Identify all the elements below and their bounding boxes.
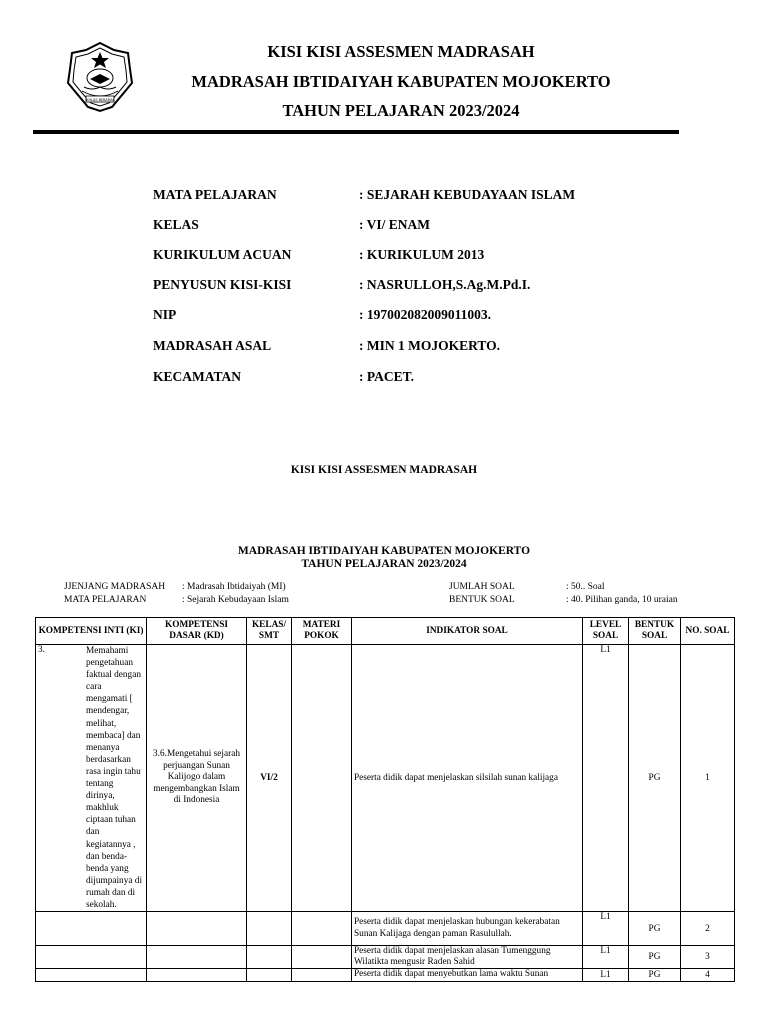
cell-kd <box>147 969 247 981</box>
cell-bentuk: PG <box>629 969 681 981</box>
table-row <box>36 969 735 981</box>
cell-level: L1 <box>583 912 629 946</box>
table-row <box>36 645 735 912</box>
ki-text: Memahami pengetahuan faktual dengan cara mengamati [ mendengar, melihat, membaca] dan menanya berdasarkan rasa ingin tahu tentang dirinya, makhluk ciptaan tuhan dan kegiatannya , dan benda-benda yang dijumpainya di rumah dan di sekolah. <box>86 646 143 910</box>
cell-bentuk: PG <box>629 645 681 912</box>
cell-kd <box>147 912 247 946</box>
cell-level: L1 <box>583 946 629 969</box>
col-header-bentuk: BENTUK SOAL <box>629 618 681 645</box>
cell-indikator: Peserta didik dapat menjelaskan alasan Tumenggung Wilatikta mengusir Raden Sahid <box>352 946 583 969</box>
cell-materi <box>292 946 352 969</box>
cell-materi <box>292 912 352 946</box>
section-title: KISI KISI ASSESMEN MADRASAH <box>290 464 478 476</box>
meta-bentuk-value: : 40. Pilihan ganda, 10 uraian <box>566 595 678 605</box>
svg-text:IKHLAS BERAMAL: IKHLAS BERAMAL <box>85 98 115 102</box>
cell-materi <box>292 645 352 912</box>
meta-jenjang-label: JJENJANG MADRASAH <box>64 582 166 592</box>
cell-indikator: Peserta didik dapat menjelaskan silsilah sunan kalijaga <box>352 645 583 912</box>
info-value: : MIN 1 MOJOKERTO. <box>359 338 501 353</box>
meta-mapel-value: : Sejarah Kebudayaan Islam <box>182 595 289 605</box>
col-header-materi: MATERI POKOK <box>292 618 352 645</box>
info-label: PENYUSUN KISI-KISI <box>153 277 292 292</box>
cell-bentuk: PG <box>629 912 681 946</box>
meta-jumlah-label: JUMLAH SOAL <box>449 582 515 592</box>
cell-kelas <box>247 912 292 946</box>
cell-kd <box>147 946 247 969</box>
header-title-line-2: MADRASAH IBTIDAIYAH KABUPATEN MOJOKERTO <box>191 72 611 91</box>
table-row <box>36 912 735 946</box>
cell-level: L1 <box>583 969 629 981</box>
info-value: : 197002082009011003. <box>359 307 492 322</box>
cell-ki <box>36 946 147 969</box>
info-label: KECAMATAN <box>153 369 241 384</box>
col-header-ki: KOMPETENSI INTI (KI) <box>36 618 147 645</box>
info-label: MADRASAH ASAL <box>153 338 272 353</box>
col-header-kelas: KELAS/ SMT <box>247 618 292 645</box>
col-header-kd: KOMPETENSI DASAR (KD) <box>147 618 247 645</box>
info-value: : VI/ ENAM <box>359 217 431 232</box>
cell-level: L1 <box>583 645 629 912</box>
col-header-no: NO. SOAL <box>681 618 735 645</box>
cell-materi <box>292 969 352 981</box>
table-header-row <box>36 618 735 645</box>
info-value: : PACET. <box>359 369 414 384</box>
info-value: : SEJARAH KEBUDAYAAN ISLAM <box>359 187 576 202</box>
info-label: KURIKULUM ACUAN <box>153 247 292 262</box>
header-divider <box>33 130 679 134</box>
info-value: : NASRULLOH,S.Ag.M.Pd.I. <box>359 277 531 292</box>
info-label: MATA PELAJARAN <box>153 187 277 202</box>
table-header-line-1: MADRASAH IBTIDAIYAH KABUPATEN MOJOKERTO <box>237 545 531 557</box>
header-title-line-1: KISI KISI ASSESMEN MADRASAH <box>267 42 535 61</box>
info-label: NIP <box>153 307 177 322</box>
kisi-table <box>35 617 735 982</box>
cell-no: 4 <box>681 969 735 981</box>
meta-jumlah-value: : 50.. Soal <box>566 582 605 592</box>
meta-mapel-label: MATA PELAJARAN <box>64 595 147 605</box>
meta-jenjang-value: : Madrasah Ibtidaiyah (MI) <box>182 582 286 592</box>
cell-ki <box>36 645 147 912</box>
table-row <box>36 946 735 969</box>
kd-text: 3.6.Mengetahui sejarah perjuangan Sunan Kalijogo dalam mengembangkan Islam di Indonesia <box>153 749 240 806</box>
cell-no: 1 <box>681 645 735 912</box>
cell-ki <box>36 912 147 946</box>
cell-bentuk: PG <box>629 946 681 969</box>
header-title-line-3: TAHUN PELAJARAN 2023/2024 <box>282 101 520 120</box>
cell-no: 3 <box>681 946 735 969</box>
ki-number: 3. <box>38 645 45 655</box>
meta-bentuk-label: BENTUK SOAL <box>449 595 515 605</box>
cell-indikator: Peserta didik dapat menjelaskan hubungan kekerabatan Sunan Kalijaga dengan paman Rasulullah. <box>352 912 583 946</box>
table-header-line-2: TAHUN PELAJARAN 2023/2024 <box>301 558 467 570</box>
cell-kelas <box>247 969 292 981</box>
cell-ki <box>36 969 147 981</box>
cell-indikator: Peserta didik dapat menyebutkan lama waktu Sunan <box>352 969 583 981</box>
info-label: KELAS <box>153 217 199 232</box>
info-value: : KURIKULUM 2013 <box>359 247 485 262</box>
cell-no: 2 <box>681 912 735 946</box>
cell-kelas: VI/2 <box>247 645 292 912</box>
cell-kd <box>147 645 247 912</box>
col-header-level: LEVEL SOAL <box>583 618 629 645</box>
col-header-indikator: INDIKATOR SOAL <box>352 618 583 645</box>
cell-kelas <box>247 946 292 969</box>
